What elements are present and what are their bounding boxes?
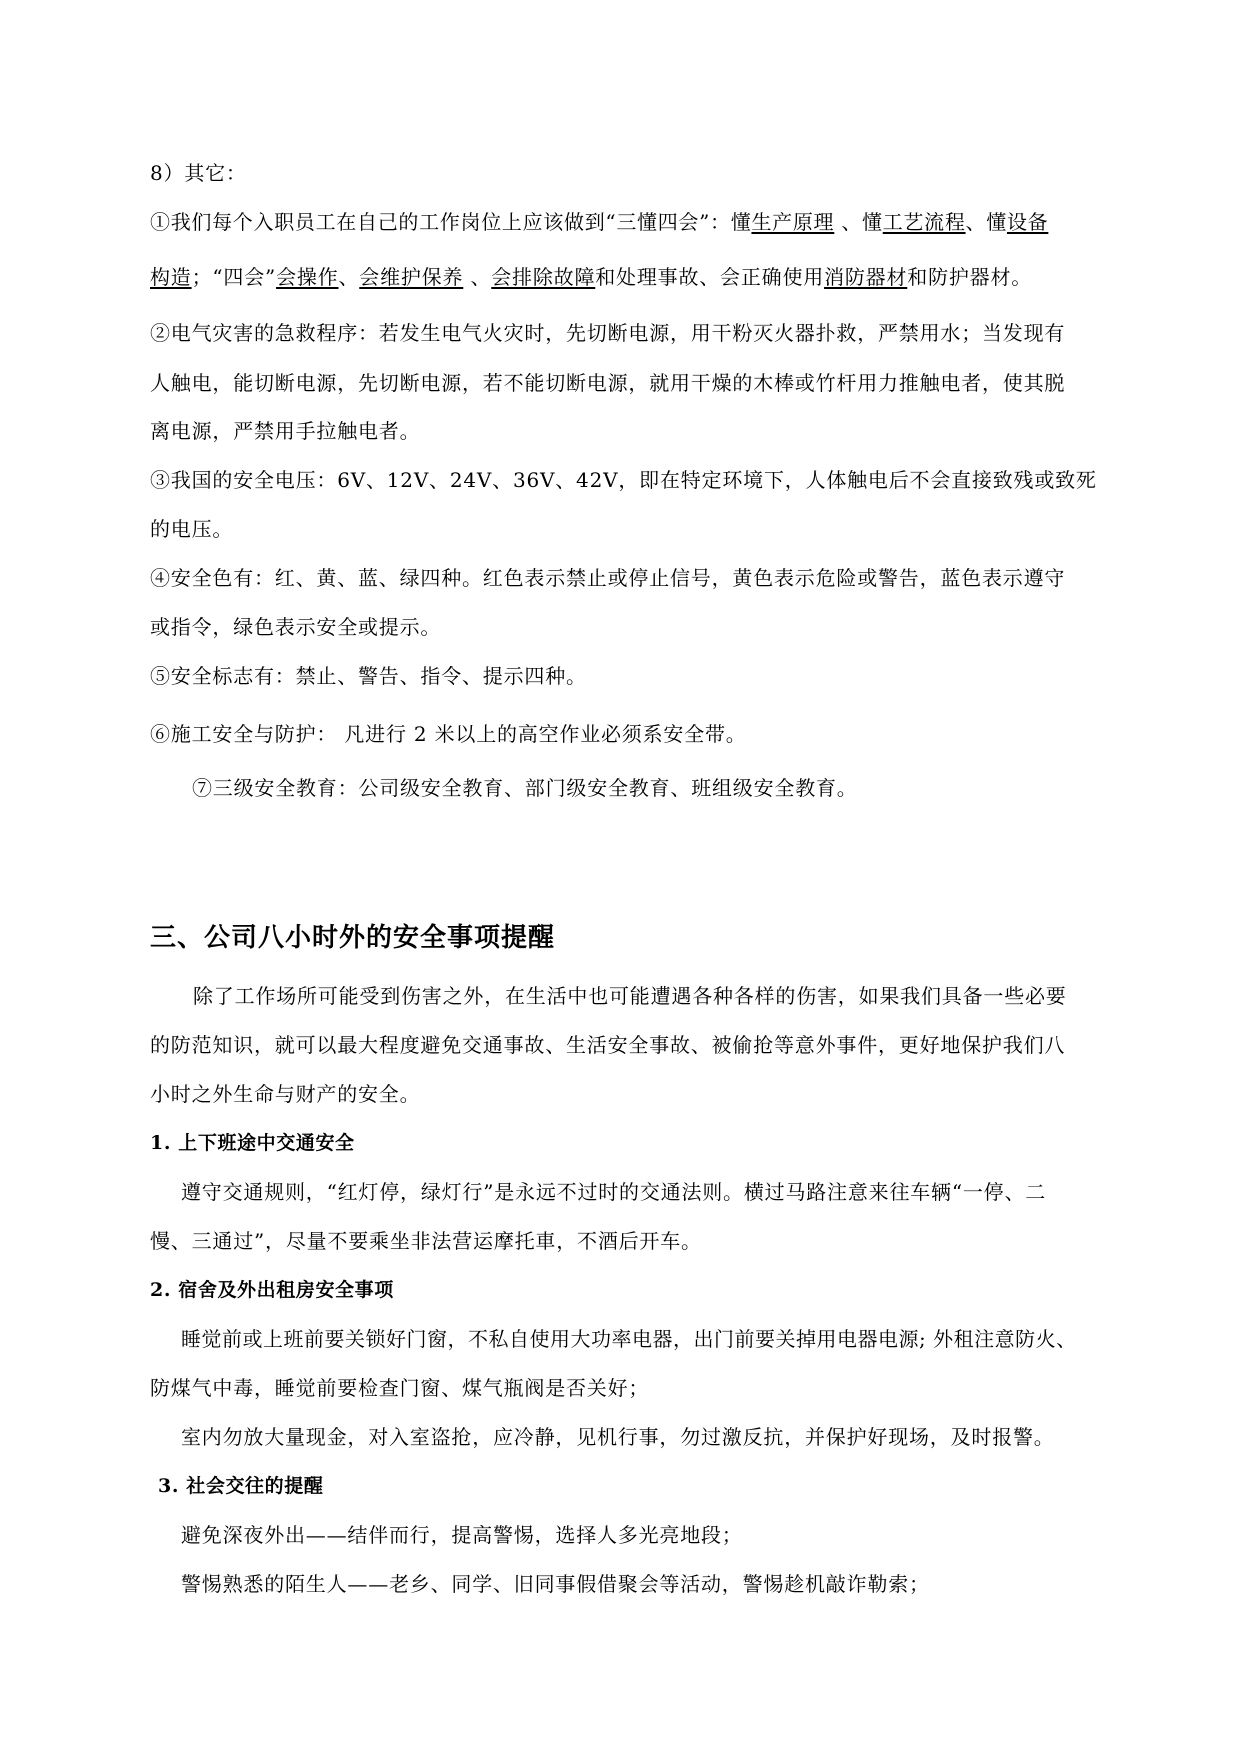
text-run: 、懂 [834,210,883,234]
subsection-3-title: 3. 社会交往的提醒 [158,1475,324,1497]
text-run: 和防护器材。 [907,265,1033,289]
term-structure: 构造 [150,265,192,289]
text-run: 、 [338,265,360,289]
subsection-2-line-3: 室内勿放大量现金，对入室盗抢，应冷静，见机行事，勿过激反抗，并保护好现场，及时报警。 [181,1425,1055,1449]
term-process-flow: 工艺流程 [882,210,966,234]
item-2-line-3: 离电源，严禁用手拉触电者。 [150,419,421,443]
item-6: ⑥施工安全与防护： 凡进行 2 米以上的高空作业必须系安全带。 [150,722,747,746]
subsection-2-title: 2. 宿舍及外出租房安全事项 [150,1279,394,1301]
subsection-2-line-2: 防煤气中毒，睡觉前要检查门窗、煤气瓶阀是否关好； [150,1376,650,1400]
item-4-line-1: ④安全色有：红、黄、蓝、绿四种。红色表示禁止或停止信号，黄色表示危险或警告，蓝色表示遵守 [150,566,1066,590]
item-5: ⑤安全标志有：禁止、警告、指令、提示四种。 [150,664,587,688]
term-troubleshoot: 会排除故障 [491,265,596,289]
item-3-line-2: 的电压。 [150,517,234,541]
subsection-1-line-1: 遵守交通规则，“红灯停，绿灯行”是永远不过时的交通法则。横过马路注意来往车辆“一停、二 [181,1180,1047,1204]
subsection-2-line-1: 睡觉前或上班前要关锁好门窗，不私自使用大功率电器，出门前要关掉用电器电源; 外租注意防火、 [181,1327,1077,1351]
term-equipment: 设备 [1006,210,1049,234]
item-2-line-1: ②电气灾害的急救程序：若发生电气火灾时，先切断电源，用干粉灭火器扑救，严禁用水；当发现有 [150,321,1066,345]
text-run: 、 [463,265,492,289]
term-fire-equipment: 消防器材 [824,265,908,289]
text-run: 、懂 [965,210,1007,234]
item-1-line-2 [150,264,1032,290]
text-run: 和处理事故、会正确使用 [595,265,825,289]
subsection-1-title: 1. 上下班途中交通安全 [150,1132,355,1154]
subsection-3-line-2: 警惕熟悉的陌生人——老乡、同学、旧同事假借聚会等活动，警惕趁机敲诈勒索； [181,1572,930,1596]
intro-line-2: 的防范知识，就可以最大程度避免交通事故、生活安全事故、被偷抢等意外事件，更好地保护我们八 [150,1033,1066,1057]
intro-line-1: 除了工作场所可能受到伤害之外，在生活中也可能遭遇各种各样的伤害，如果我们具备一些必要 [193,984,1067,1008]
item-3-line-1: ③我国的安全电压：6V、12V、24V、36V、42V，即在特定环境下，人体触电后不会直接致残或致死 [150,468,1097,492]
item-4-line-2: 或指令，绿色表示安全或提示。 [150,615,442,639]
section-8-heading: 8）其它： [150,161,247,185]
subsection-3-line-1: 避免深夜外出——结伴而行，提高警惕，选择人多光亮地段； [181,1523,743,1547]
subsection-1-line-2: 慢、三通过”，尽量不要乘坐非法营运摩托車，不酒后开车。 [150,1229,702,1253]
term-maintain: 会维护保养 [359,265,464,289]
section-3-title: 三、公司八小时外的安全事项提醒 [150,923,556,953]
text-run: ；“四会” [191,265,277,289]
intro-line-3: 小时之外生命与财产的安全。 [150,1082,421,1106]
item-2-line-2: 人触电，能切断电源，先切断电源，若不能切断电源，就用干燥的木棒或竹杆用力推触电者，使其脱 [150,371,1066,395]
item-7: ⑦三级安全教育：公司级安全教育、部门级安全教育、班组级安全教育。 [192,776,858,800]
item-1-line-1 [150,209,1048,235]
text-run: ①我们每个入职员工在自己的工作岗位上应该做到“三懂四会”：懂 [150,210,752,234]
term-operate: 会操作 [276,265,339,289]
term-production-principle: 生产原理 [751,210,835,234]
